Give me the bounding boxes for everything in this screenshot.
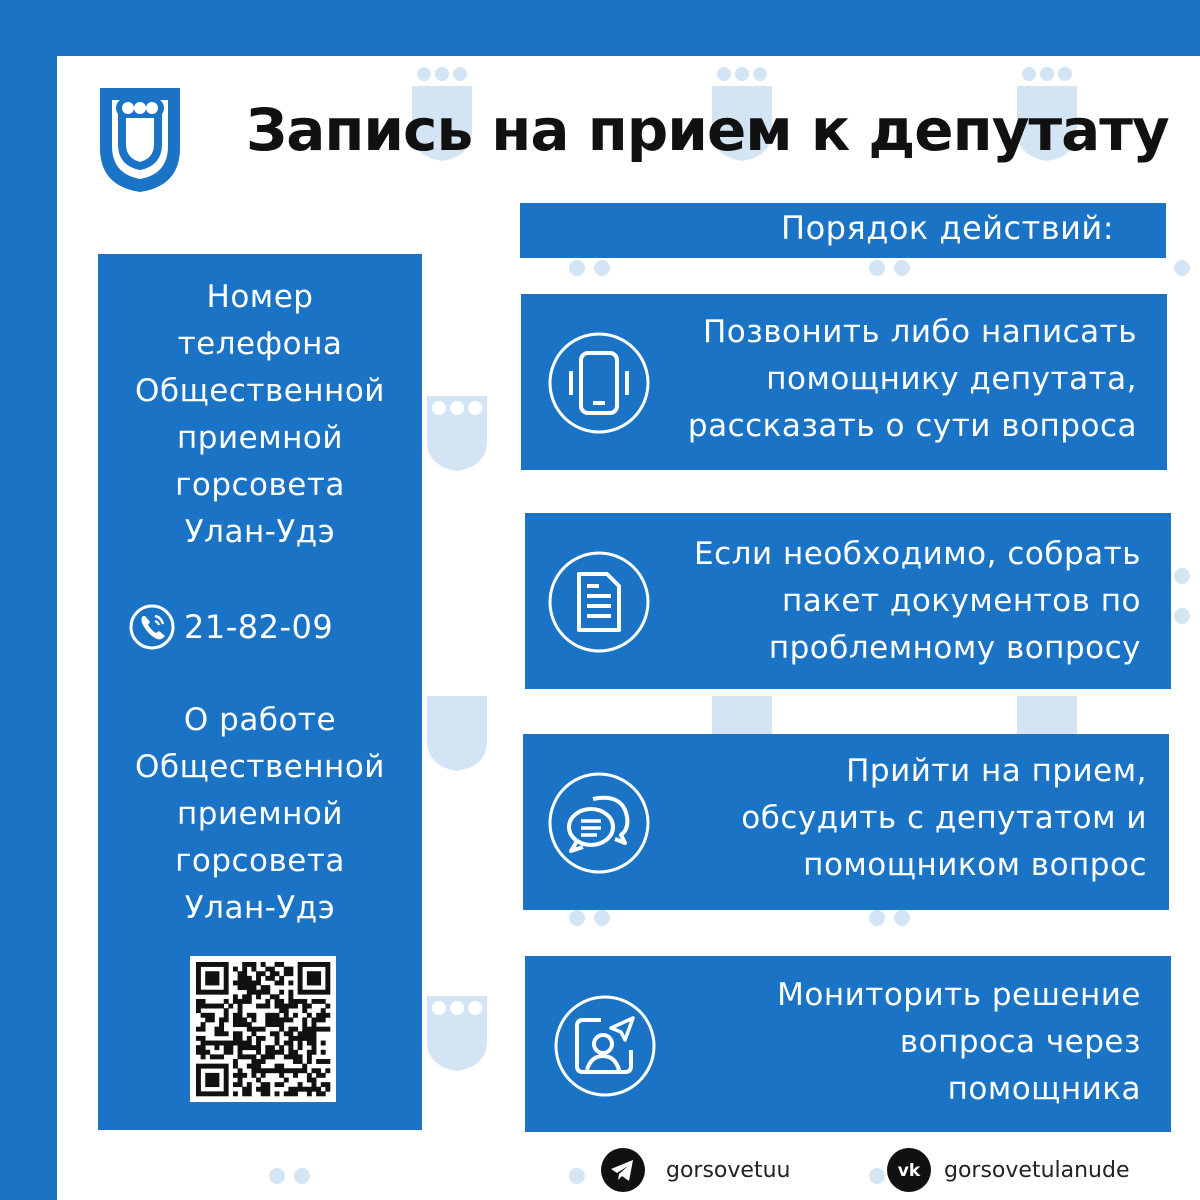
telegram-handle[interactable]: gorsovetuu [666, 1157, 791, 1183]
svg-text:vk: vk [897, 1161, 921, 1181]
step-line: Мониторить решение [777, 977, 1141, 1013]
phone-row[interactable] [128, 602, 333, 652]
document-icon [547, 550, 651, 654]
contact-panel [98, 254, 422, 1130]
step-card-1 [521, 294, 1167, 470]
about-heading-line: горсовета [175, 843, 345, 879]
qr-code[interactable] [190, 956, 336, 1102]
about-heading-line: Улан-Удэ [184, 890, 336, 926]
about-heading [98, 697, 422, 932]
step-line: пакет документов по [781, 583, 1141, 619]
gorsovet-logo [96, 84, 184, 194]
step-line: Прийти на прием, [846, 753, 1147, 789]
phone-call-icon [128, 603, 176, 651]
step-line: рассказать о сути вопроса [687, 408, 1137, 444]
phone-heading [98, 274, 422, 556]
step-line: Если необходимо, собрать [694, 536, 1141, 572]
step-line: вопроса через [899, 1024, 1141, 1060]
step-card-3 [523, 734, 1169, 910]
phone-heading-line: телефона [177, 326, 343, 362]
smartphone-icon [547, 331, 651, 435]
step-text [688, 309, 1137, 450]
phone-heading-line: Улан-Удэ [184, 514, 336, 550]
telegram-icon [600, 1147, 646, 1193]
social-vk[interactable] [886, 1144, 1130, 1196]
step-text [777, 972, 1141, 1113]
phone-heading-line: приемной [177, 420, 343, 456]
step-card-4 [525, 956, 1171, 1132]
step-text [694, 531, 1141, 672]
phone-number[interactable]: 21-82-09 [184, 608, 334, 646]
step-line: проблемному вопросу [768, 630, 1141, 666]
step-line: Позвонить либо написать [702, 314, 1137, 350]
about-heading-line: приемной [177, 796, 343, 832]
step-line: обсудить с депутатом и [741, 800, 1147, 836]
steps-header-label: Порядок действий: [781, 209, 1114, 247]
step-text [741, 748, 1147, 889]
chat-bubbles-icon [547, 771, 651, 875]
user-send-icon [553, 994, 657, 1098]
step-line: помощником вопрос [803, 847, 1147, 883]
vk-handle[interactable]: gorsovetulanude [944, 1157, 1130, 1183]
page-title: Запись на прием к депутату [246, 96, 1169, 164]
phone-heading-line: Номер [206, 279, 314, 315]
about-heading-line: Общественной [135, 749, 385, 785]
step-card-2 [525, 513, 1171, 689]
social-telegram[interactable] [600, 1144, 790, 1196]
about-heading-line: О работе [183, 702, 337, 738]
step-line: помощника [947, 1071, 1141, 1107]
step-line: помощнику депутата, [766, 361, 1137, 397]
phone-heading-line: Общественной [135, 373, 385, 409]
phone-heading-line: горсовета [175, 467, 345, 503]
vk-icon [886, 1147, 932, 1193]
steps-header [520, 203, 1166, 258]
